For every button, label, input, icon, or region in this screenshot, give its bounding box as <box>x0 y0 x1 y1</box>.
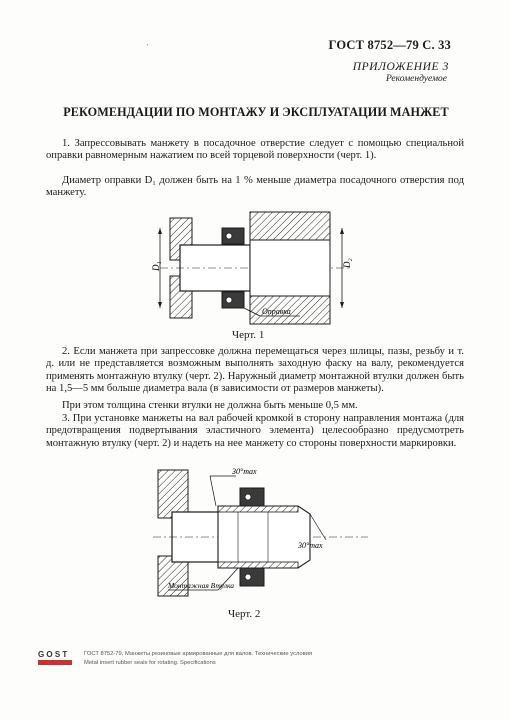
seal-lower <box>240 568 264 586</box>
footer-title-en: Metal insert rubber seals for rotating. Specifications <box>84 660 216 666</box>
appendix-status: Рекомендуемое <box>385 74 447 84</box>
seal-spring-lower <box>226 297 232 303</box>
label-tool: Оправка <box>262 307 291 316</box>
housing-upper-section <box>250 212 330 240</box>
section-title: РЕКОМЕНДАЦИИ ПО МОНТАЖУ И ЭКСПЛУАТАЦИИ МАНЖЕТ <box>63 105 449 119</box>
figure-2-drawing <box>148 462 373 602</box>
paragraph-3-text: 2. Если манжета при запрессовке должна перемещаться через шлицы, пазы, резьбу и т. д. или не представляется возможным выполнять заходную фаску на валу, рекомендуется применять монтажную втулку (черт. 2). Наружный диаметр монтажной втулки должен быть на 1,5—5 мм больше диаметра вала (в зависимости от размеров манжеты). <box>46 346 464 394</box>
scan-artifact-mark: ˋ <box>146 44 150 52</box>
paragraph-3 <box>46 346 464 395</box>
label-sleeve: Монтажная Втулка <box>168 581 235 590</box>
label-d1: D₁ <box>151 261 161 271</box>
seal-lower <box>222 292 244 308</box>
gost-logo-text: GOST <box>38 650 70 659</box>
seal-spring-lower <box>245 574 251 580</box>
label-angle-top: 30°max <box>232 467 257 476</box>
seal-upper <box>240 488 264 506</box>
paragraph-1-text: 1. Запрессовывать манжету в посадочное отверстие следует с помощью специальной оправки равномерным нажатием по всей торцевой поверхности (черт. 1). <box>46 138 464 162</box>
paragraph-2 <box>46 175 464 200</box>
label-angle-right: 30°max <box>298 541 323 550</box>
figure-1-drawing <box>150 200 360 325</box>
standard-page-header: ГОСТ 8752—79 С. 33 <box>328 38 451 52</box>
housing-upper-section <box>158 470 188 518</box>
paragraph-5-text: 3. При установке манжеты на вал рабочей кромкой в сторону направления монтажа (для предотвращения подвертывания эластичного элемента) целесообразно предусмотреть монтажную втулку (черт. 2) и надеть на нее манжету со стороны поверхности маркировки. <box>46 413 464 449</box>
housing-bore <box>250 240 330 296</box>
seal-spring-upper <box>226 233 232 239</box>
paragraph-4-text: При этом толщина стенки втулки не должна быть меньше 0,5 мм. <box>62 400 358 411</box>
label-d2: D₂ <box>342 258 352 268</box>
figure-2-caption: Черт. 2 <box>228 608 261 620</box>
paragraph-5 <box>46 413 464 450</box>
gost-logo-bar <box>38 660 72 665</box>
footer-title-ru: ГОСТ 8752-79, Манжеты резиновые армированные для валов. Технические условия <box>84 651 313 657</box>
mounting-sleeve <box>218 506 310 568</box>
figure-1-caption: Черт. 1 <box>232 329 265 341</box>
appendix-label: ПРИЛОЖЕНИЕ 3 <box>352 61 449 73</box>
seal-upper <box>222 228 244 244</box>
seal-spring-upper <box>245 494 251 500</box>
paragraph-2-text: Диаметр оправки D₁ должен быть на 1 % меньше диаметра посадочного отверстия под манжету. <box>46 175 464 199</box>
paragraph-1 <box>46 138 464 163</box>
gost-logo <box>38 650 74 668</box>
paragraph-4 <box>46 400 464 412</box>
